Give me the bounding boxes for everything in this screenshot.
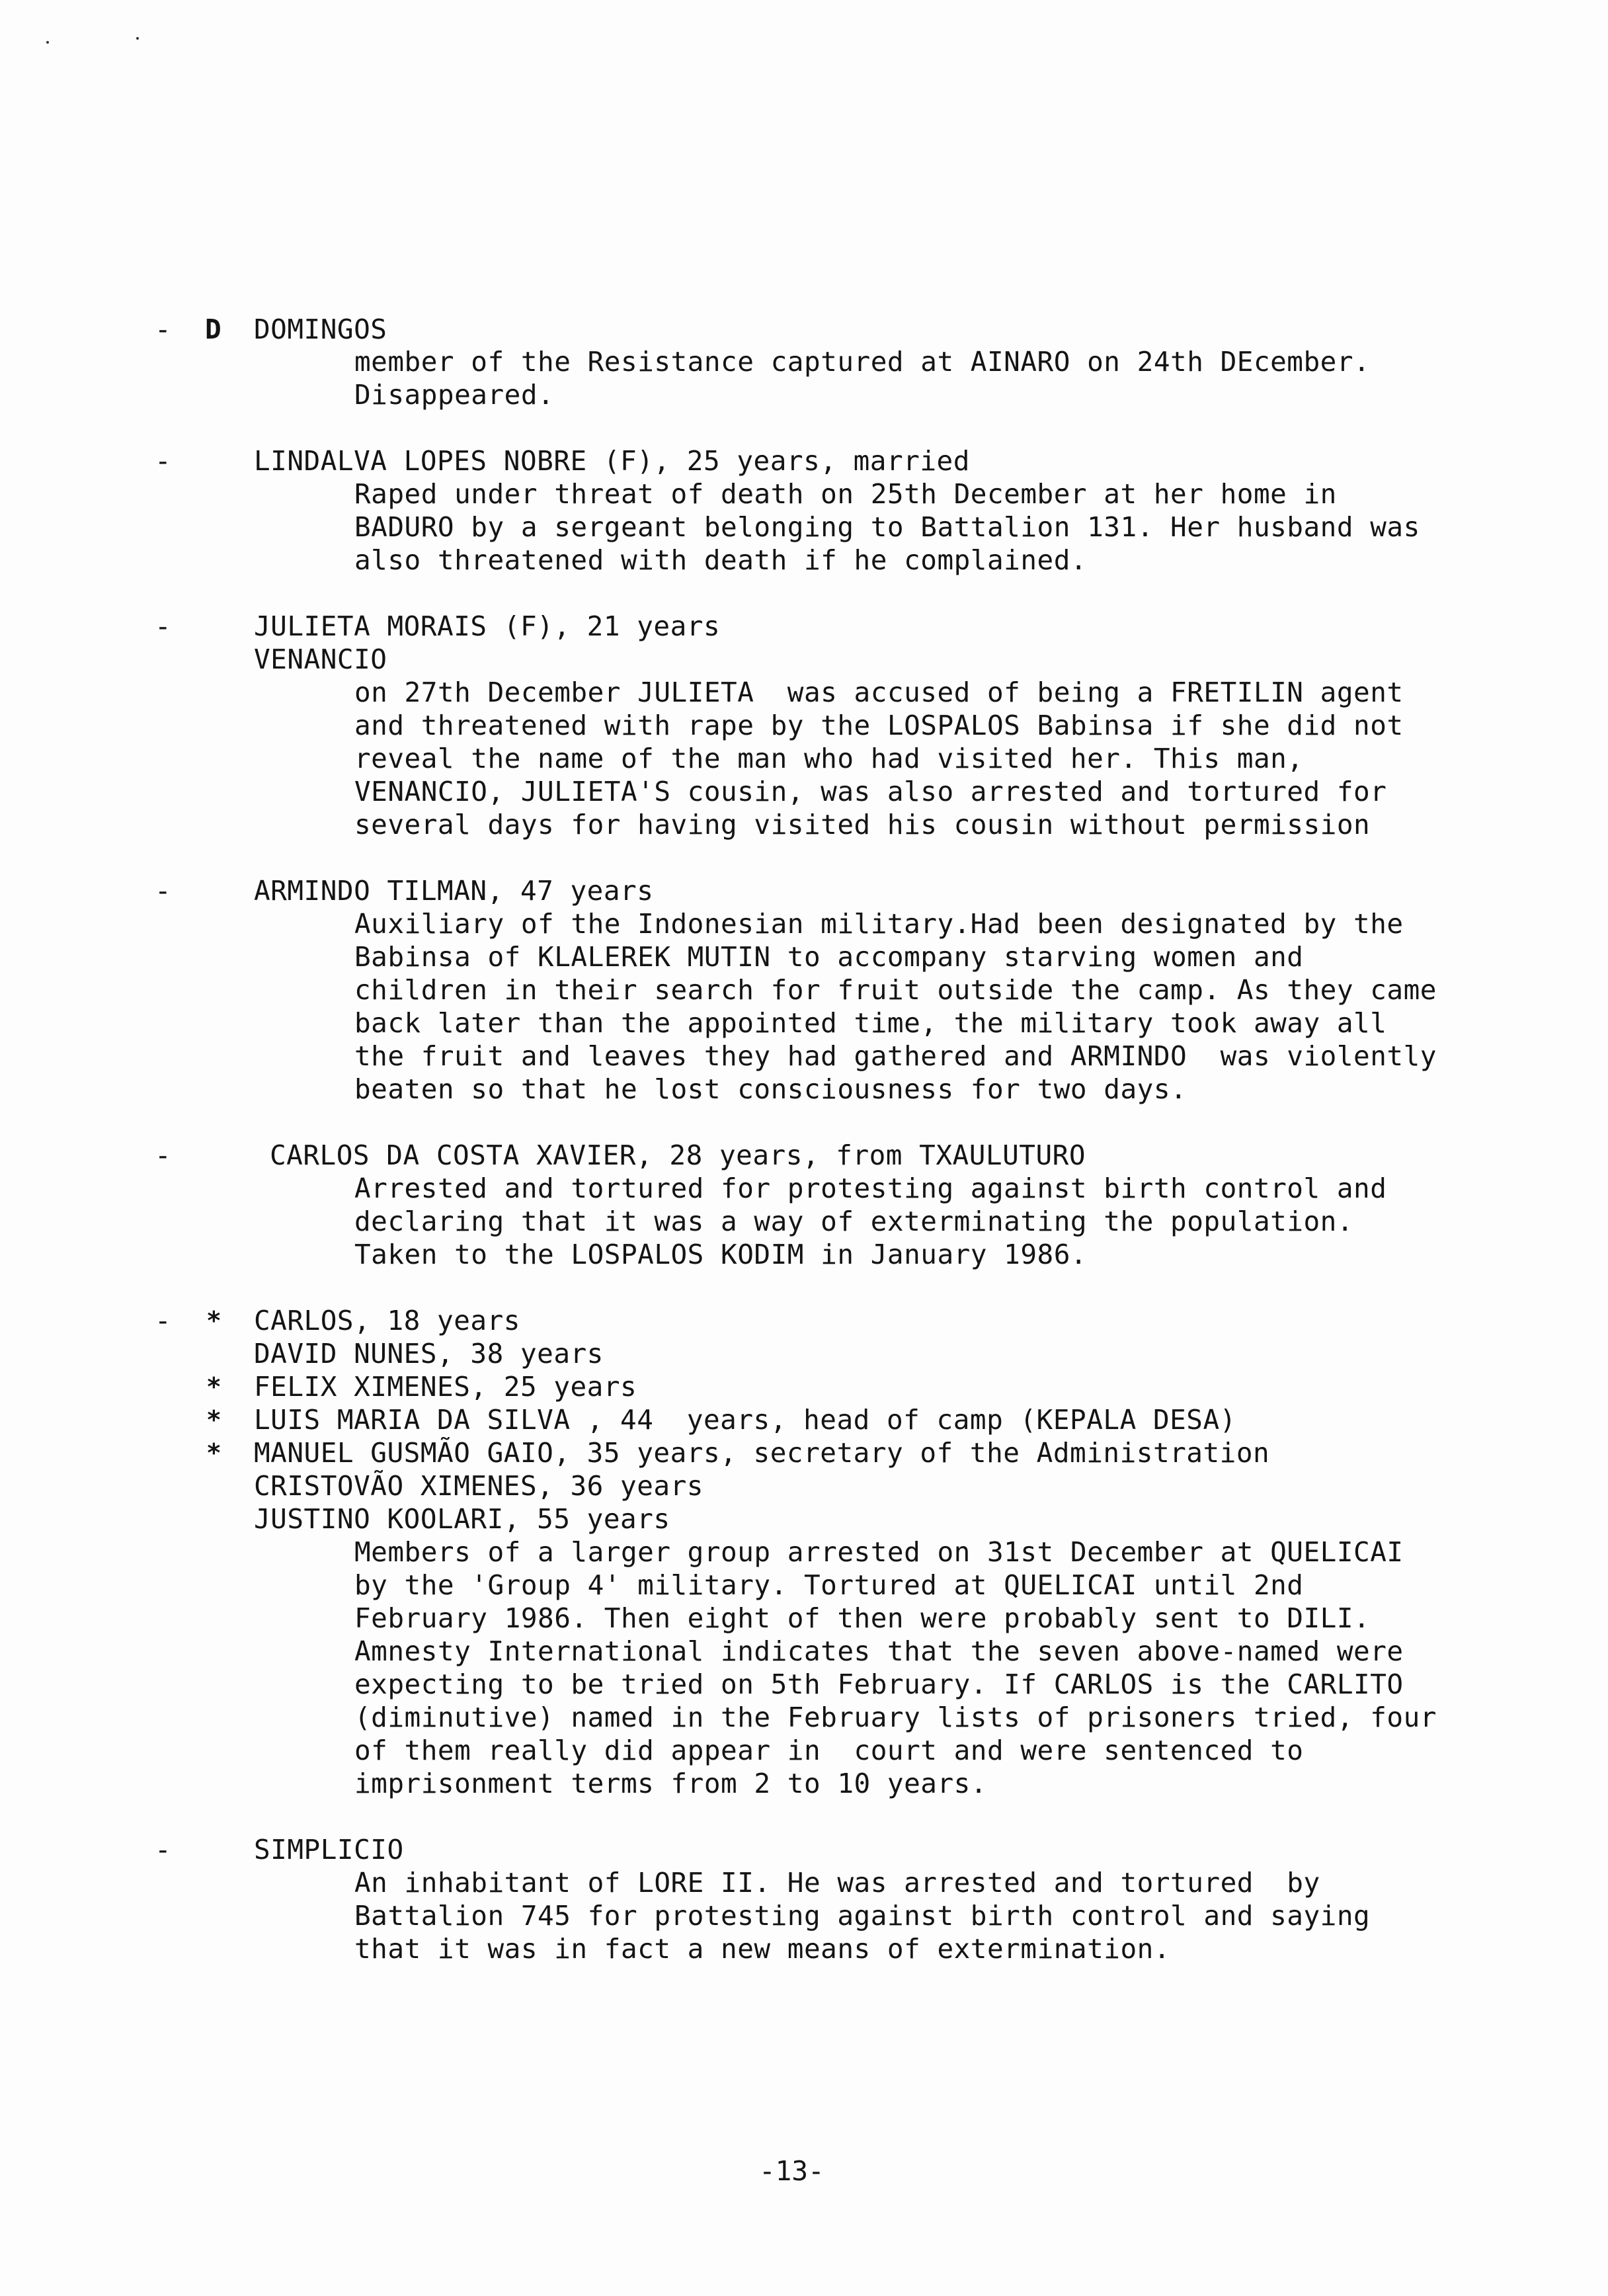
entry-dash-marker: - (155, 1139, 171, 1171)
entry-heading: DAVID NUNES, 38 years (254, 1338, 604, 1370)
entry-body-line: also threatened with death if he complained. (354, 544, 1088, 576)
scan-speck (136, 37, 139, 40)
entry-letter-marker: D (205, 313, 221, 345)
entry-body-line: Members of a larger group arrested on 31st December at QUELICAI (354, 1536, 1404, 1568)
entry-heading: LUIS MARIA DA SILVA , 44 years, head of camp (KEPALA DESA) (254, 1404, 1236, 1436)
entry-star-marker: * (206, 1405, 221, 1434)
entry-body-line: beaten so that he lost consciousness for two days. (354, 1073, 1187, 1105)
entry-heading: CRISTOVÃO XIMENES, 36 years (254, 1470, 704, 1502)
entry-body-line: VENANCIO, JULIETA'S cousin, was also arrested and tortured for (354, 776, 1387, 807)
scan-speck (46, 41, 49, 44)
entry-body-line: Babinsa of KLALEREK MUTIN to accompany starving women and (354, 941, 1304, 973)
entry-heading: SIMPLICIO (254, 1834, 404, 1866)
entry-body-line: children in their search for fruit outside the camp. As they came (354, 974, 1437, 1006)
entry-body-line: Amnesty International indicates that the seven above-named were (354, 1635, 1404, 1667)
entry-body-line: imprisonment terms from 2 to 10 years. (354, 1768, 987, 1799)
entry-body-line: BADURO by a sergeant belonging to Battalion 131. Her husband was (354, 511, 1420, 543)
entry-body-line: that it was in fact a new means of extermination. (354, 1933, 1171, 1965)
entry-dash-marker: - (155, 1305, 171, 1336)
entry-heading: JUSTINO KOOLARI, 55 years (254, 1503, 670, 1535)
entry-dash-marker: - (155, 313, 171, 345)
entry-body-line: several days for having visited his cousin without permission (354, 809, 1371, 840)
entry-body-line: Battalion 745 for protesting against birth control and saying (354, 1900, 1371, 1932)
entry-body-line: declaring that it was a way of exterminating the population. (354, 1206, 1354, 1237)
entry-heading: JULIETA MORAIS (F), 21 years (254, 610, 721, 642)
entry-dash-marker: - (155, 1834, 171, 1866)
entry-body-line: of them really did appear in court and were sentenced to (354, 1735, 1304, 1766)
entry-body-line: reveal the name of the man who had visited her. This man, (354, 743, 1304, 774)
entry-body-line: back later than the appointed time, the military took away all (354, 1007, 1387, 1039)
entry-heading: DOMINGOS (254, 313, 387, 345)
entry-heading: CARLOS DA COSTA XAVIER, 28 years, from TXAULUTURO (270, 1139, 1086, 1171)
entry-body-line: and threatened with rape by the LOSPALOS Babinsa if she did not (354, 710, 1404, 741)
entry-body-line: the fruit and leaves they had gathered and ARMINDO was violently (354, 1040, 1437, 1072)
entry-heading: VENANCIO (254, 643, 387, 675)
entry-body-line: Taken to the LOSPALOS KODIM in January 1986. (354, 1239, 1088, 1270)
page-number: -13- (759, 2155, 824, 2187)
entry-body-line: Auxiliary of the Indonesian military.Had been designated by the (354, 908, 1404, 940)
entry-dash-marker: - (155, 445, 171, 477)
entry-body-line: February 1986. Then eight of then were probably sent to DILI. (354, 1602, 1371, 1634)
entry-heading: FELIX XIMENES, 25 years (254, 1371, 637, 1403)
entry-body-line: on 27th December JULIETA was accused of being a FRETILIN agent (354, 676, 1404, 708)
entry-body-line: member of the Resistance captured at AINARO on 24th DEcember. (354, 346, 1371, 378)
entry-dash-marker: - (155, 875, 171, 907)
entry-heading: ARMINDO TILMAN, 47 years (254, 875, 654, 907)
entry-body-line: (diminutive) named in the February lists of prisoners tried, four (354, 1702, 1437, 1733)
entry-star-marker: * (206, 1306, 221, 1335)
entry-body-line: Raped under threat of death on 25th December at her home in (354, 478, 1337, 510)
entry-body-line: Arrested and tortured for protesting against birth control and (354, 1172, 1387, 1204)
entry-body-line: by the 'Group 4' military. Tortured at QUELICAI until 2nd (354, 1569, 1304, 1601)
entry-dash-marker: - (155, 610, 171, 642)
entry-star-marker: * (206, 1372, 221, 1401)
entry-heading: CARLOS, 18 years (254, 1305, 520, 1336)
entry-body-line: expecting to be tried on 5th February. If CARLOS is the CARLITO (354, 1668, 1404, 1700)
entry-heading: LINDALVA LOPES NOBRE (F), 25 years, married (254, 445, 970, 477)
entry-star-marker: * (206, 1438, 221, 1467)
entry-body-line: An inhabitant of LORE II. He was arrested and tortured by (354, 1867, 1320, 1899)
entry-body-line: Disappeared. (354, 379, 555, 411)
entry-heading: MANUEL GUSMÃO GAIO, 35 years, secretary of the Administration (254, 1437, 1270, 1469)
